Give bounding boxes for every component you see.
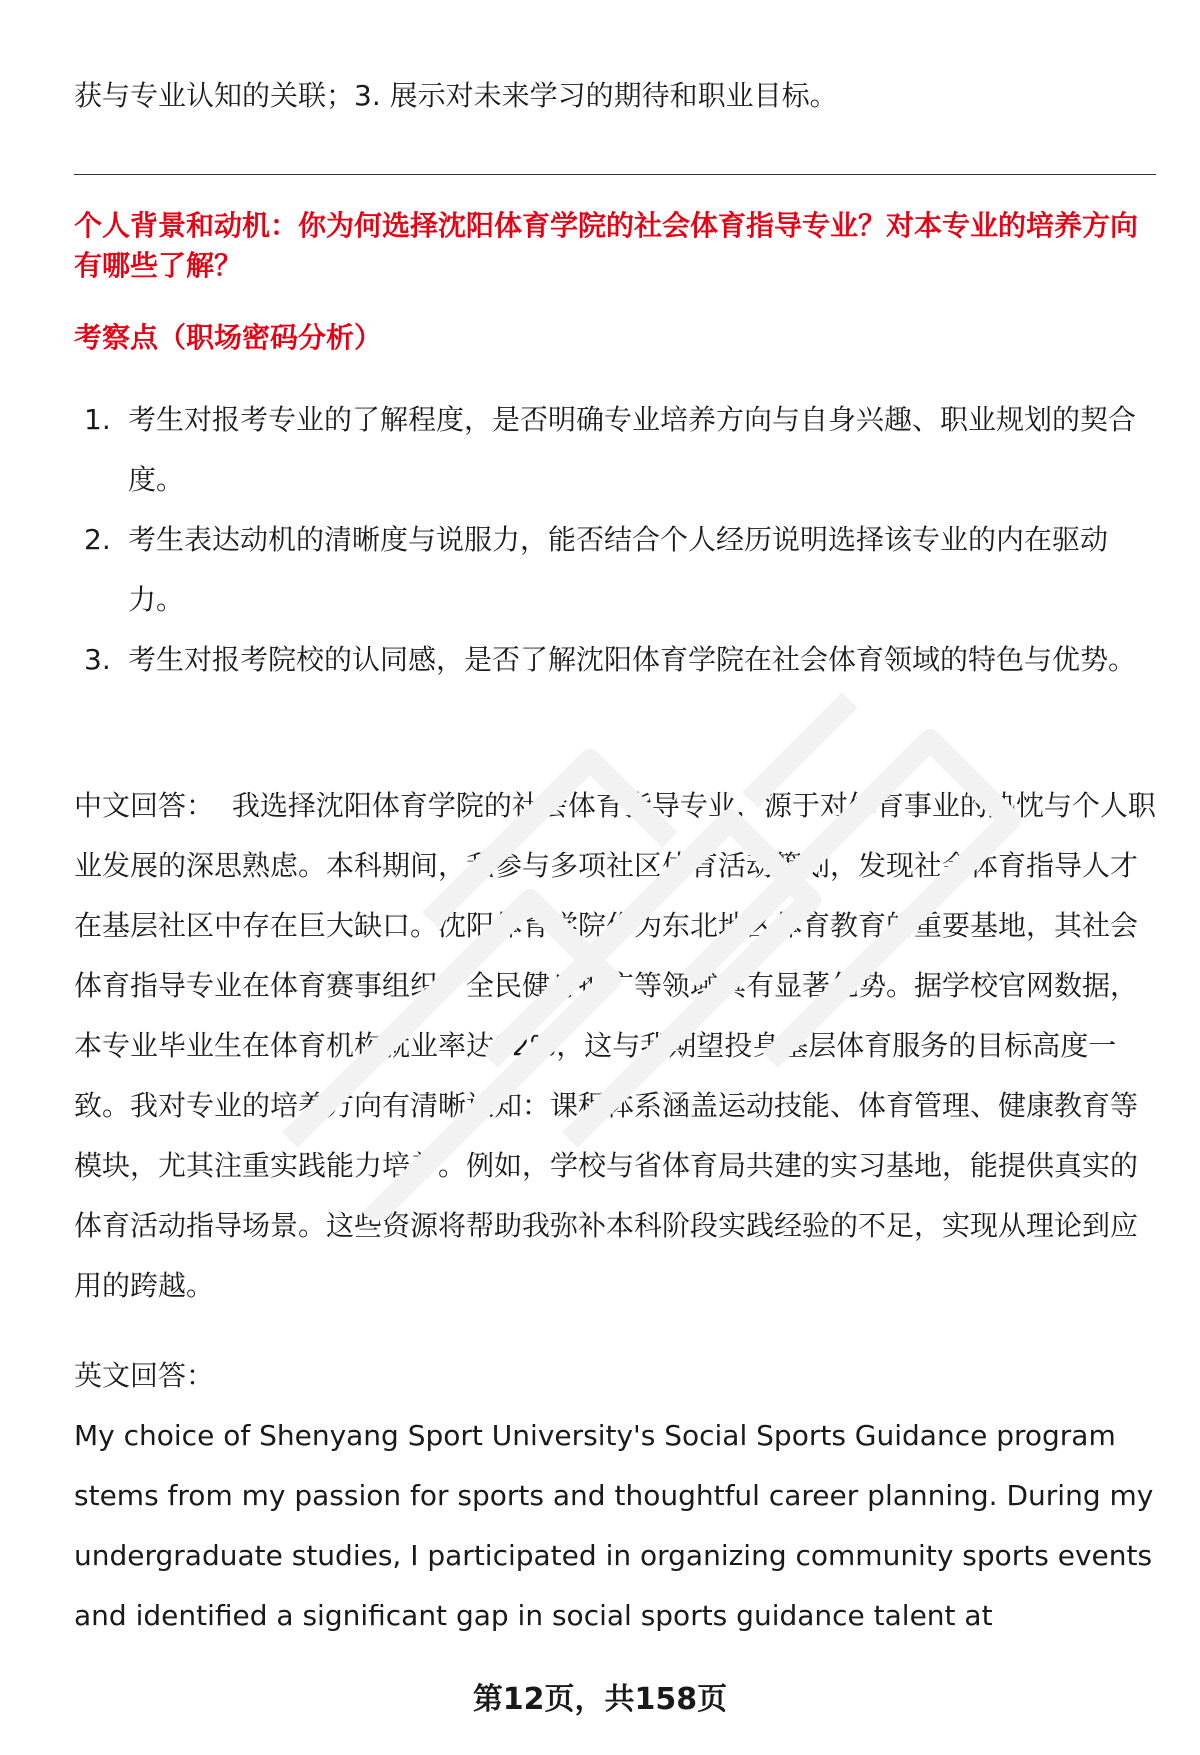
chinese-answer-text: 我选择沈阳体育学院的社会体育指导专业，源于对体育事业的热忱与个人职业发展的深思熟虑。本科期间，我参与多项社区体育活动策划，发现社会体育指导人才在基层社区中存在巨大缺口。沈阳体育学院作为东北地区体育教育的重要基地，其社会体育指导专业在体育赛事组织、全民健身推广等领域具有显著优势。据学校官网数据，本专业毕业生在体育机构就业率达92%，这与我期望投身基层体育服务的目标高度一致。我对专业的培养方向有清晰认知：课程体系涵盖运动技能、体育管理、健康教育等模块，尤其注重实践能力培养。例如，学校与省体育局共建的实习基地，能提供真实的体育活动指导场景。这些资源将帮助我弥补本科阶段实践经验的不足，实现从理论到应用的跨越。 xyxy=(74,789,1156,1302)
focus-point xyxy=(74,630,1156,690)
focus-point-text: 考生对报考专业的了解程度，是否明确专业培养方向与自身兴趣、职业规划的契合度。 xyxy=(128,403,1137,496)
focus-point-text: 考生表达动机的清晰度与说服力，能否结合个人经历说明选择该专业的内在驱动力。 xyxy=(128,523,1109,616)
focus-point-number: 2. xyxy=(84,523,111,556)
chinese-answer-label: 中文回答： xyxy=(74,789,215,822)
section-divider xyxy=(74,174,1156,175)
chinese-answer xyxy=(74,776,1156,1316)
focus-point-text: 考生对报考院校的认同感，是否了解沈阳体育学院在社会体育领域的特色与优势。 xyxy=(128,643,1137,676)
english-answer-text: My choice of Shenyang Sport University's Social Sports Guidance program stems from my passion for sports and thoughtful career planning. During my undergraduate studies, I participated in organizing community sports events and identified a significant gap in social sports guidance talent at xyxy=(74,1419,1154,1632)
page-number-footer: 第12页，共158页 xyxy=(472,1682,728,1717)
question-heading: 个人背景和动机：你为何选择沈阳体育学院的社会体育指导专业？对本专业的培养方向有哪些了解？ xyxy=(74,209,1139,282)
focus-point-number: 3. xyxy=(84,643,111,676)
intro-line: 获与专业认知的关联；3. 展示对未来学习的期待和职业目标。 xyxy=(74,79,838,112)
focus-points-list xyxy=(74,390,1156,690)
focus-heading: 考察点（职场密码分析） xyxy=(74,321,383,354)
focus-point xyxy=(74,390,1156,510)
english-answer-label: 英文回答： xyxy=(74,1359,215,1392)
focus-point-number: 1. xyxy=(84,403,111,436)
focus-point xyxy=(74,510,1156,630)
